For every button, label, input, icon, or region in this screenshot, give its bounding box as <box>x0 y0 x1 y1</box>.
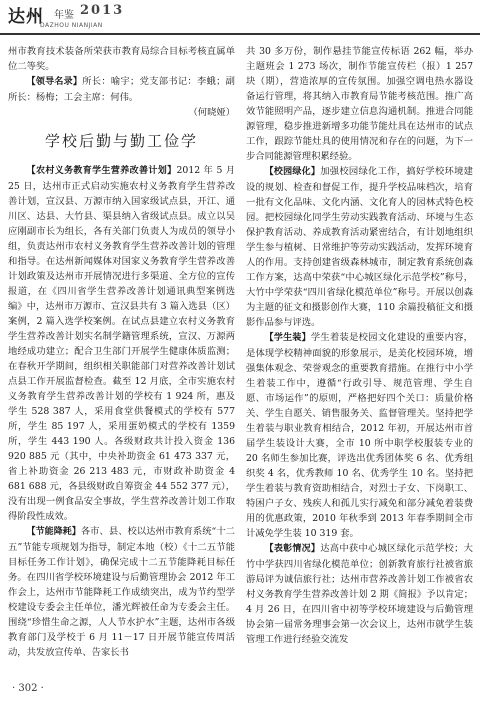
greening-paragraph <box>246 164 473 330</box>
greening-tag: 【校园绿化】 <box>264 167 321 177</box>
leaders-text: 所长：喻宇；党支部书记：李蛾；副所长：杨梅；工会主席：何伟。 <box>8 76 235 103</box>
nutrition-paragraph <box>8 163 235 524</box>
awards-tag: 【表彰情况】 <box>264 544 321 554</box>
awards-text: 达高中获中心城区绿化示范学校；大竹中学获四川省绿化模范单位；创新教育旅行社被省旅游局评为诚信旅行社；达州市营养改善计划工作被省农村义务教育学生营养改善计划 2 期《简报》予以肯定；4 月 26 日，在四川省中初等学校环境建设与后勤管理协会第一届常务理事会第一次会议上，达州市就学生装管理工作进行经验交流发 <box>246 543 473 645</box>
energy-paragraph <box>8 524 235 660</box>
energy-tag: 【节能降耗】 <box>26 527 81 537</box>
yearbook-logo: 达州 <box>8 7 44 27</box>
right-column <box>246 44 473 647</box>
leaders-signature: （何晓娅） <box>188 107 235 118</box>
greening-text: 加强校园绿化工作，搞好学校环境建设的规划、检查和督促工作，提升学校品味档次，培育一批有文化品味、文化内涵、文化育人的园林式特色校园。把校园绿化同学生劳动实践教育活动、环境与生态保护教育活动、养成教育活动紧密结合，有计划地组织学生参与植树、日常维护等劳动实践活动，发挥环境育人的作用。支持创建省级森林城市，制定教育系统创森工作方案，达高中荣获“中心城区绿化示范学校”称号，大竹中学荣获“四川省绿化模范单位”称号。开展以创森为主题的征文和摄影创作大赛，110 余篇投稿征文和摄影作品参与评选。 <box>246 166 473 328</box>
awards-paragraph <box>246 541 473 647</box>
leaders-paragraph <box>8 74 235 105</box>
header-rule <box>0 33 480 35</box>
yearbook-year: 2013 <box>80 3 125 18</box>
nutrition-tag: 【农村义务教育学生营养改善计划】 <box>26 166 177 176</box>
section-title: 学校后勤与勤工俭学 <box>44 132 198 150</box>
yearbook-label: 年鉴 <box>54 10 74 21</box>
page-number: · 302 · <box>12 683 44 694</box>
page-header <box>0 0 480 40</box>
uniform-paragraph <box>246 330 473 541</box>
intro-paragraph: 州市教育技术装备所荣获市教育局综合目标考核直属单位二等奖。 <box>8 46 235 72</box>
yearbook-english-title: DAZHOU NIANJIAN <box>40 22 103 29</box>
uniform-tag: 【学生装】 <box>264 333 311 343</box>
nutrition-text: 2012 年 5 月 25 日，达州市正式启动实施农村义务教育学生营养改善计划，宣汉县、万源市纳入国家级试点县，开江、通川区、达县、大竹县、渠县纳入省级试点县。成立以吴应刚副市长为组长，各有关部门负责人为成员的领导小组，负责达州市农村义务教育学生营养改善计划的管理和指导。在达州新闻媒体对国家义务教育学生营养改善计划政策及达州市开展情况进行多渠道、全方位的宣传报道，在《四川省学生营养改善计划通讯典型案例选编》中，达州市万源市、宣汉县共有 3 篇入选县（区）案例，2 篇入选学校案例。在试点县建立农村义务教育学生营养改善计划实名制学籍管理系统，宣汉、万源两地经成功建立；配合卫生部门开展学生健康体质监测；在春秋开学期间，组织相关职能部门对营养改善计划试点县工作开展监督检查。截至 12 月底，全市实施农村义务教育学生营养改善计划的学校有 1 924 所，惠及学生 528 387 人，采用食堂供餐模式的学校有 577 所，学生 85 197 人，采用蛋奶模式的学校有 1359 所，学生 443 190 人。各级财政共计投入资金 136 920 885 元（其中，中央补助资金 61 473 337 元，省上补助资金 26 213 483 元，市财政补助资金 4 681 688 元，各县级财政自筹资金 44 552 377 元），没有出现一例食品安全事故，学生营养改善计划工作取得阶段性成效。 <box>8 165 235 522</box>
energy-continued-paragraph: 共 30 多万份，制作悬挂节能宣传标语 262 幅，举办主题班会 1 273 场次，制作节能宣传栏（报）1 257 块（期），营造浓厚的宣传氛围。加强空调电热水器设备运行管理，将其纳入市教育局节能考核范围。推广高效节能照明产品，逐步建立信息沟通机制。推进合同能源管理，稳步推进新增多功能节能灶具在达州市的试点工作，跟踪节能灶具的使用情况和存在的问题，为下一步合同能源管理积累经验。 <box>246 46 473 162</box>
energy-text: 各市、县、校以达州市教育系统“十二五”节能专项规划为指导，制定本地（校）《十二五节能目标任务工作计划》，确保完成十二五节能降耗目标任务。在四川省学校环境建设与后勤管理协会 2012 年工作会上，达州市节能降耗工作成绩突出，成为节约型学校建设专委会主任单位，潘光辉被任命为专委会主任。围绕“珍惜生命之源，人人节水护水”主题，达州市各级教育部门及学校于 6 月 11－17 日开展节能宣传周活动，共发放宣传单、告家长书 <box>8 526 235 658</box>
uniform-text: 学生着装是校园文化建设的重要内容，是体现学校精神面貌的形象展示，是美化校园环境，增强集体观念、荣誉观念的重要教育措施。在推行中小学生着装工作中，遵循“行政引导、规范管理、学生自愿、市场运作”的原则，严格把好四个关口：质量价格关、学生自愿关、销售服务关、监督管理关。坚持把学生着装与职业教育相结合，2012 年初，开展达州市首届学生装设计大赛，全市 10 所中职学校服装专业的 20 名师生参加比赛，评选出优秀团体奖 6 名、优秀组织奖 4 名，优秀教师 10 名、优秀学生 10 名。坚持把学生着装与教育资助相结合，对烈士子女、下岗职工、特困户子女、残疾人和孤儿实行减免和部分减免着装费用的优惠政策，2010 年秋季到 2013 年春季期间全市计减免学生装 10 319 套。 <box>246 332 473 539</box>
left-column <box>8 44 235 660</box>
leaders-tag: 【领导名录】 <box>26 77 83 87</box>
